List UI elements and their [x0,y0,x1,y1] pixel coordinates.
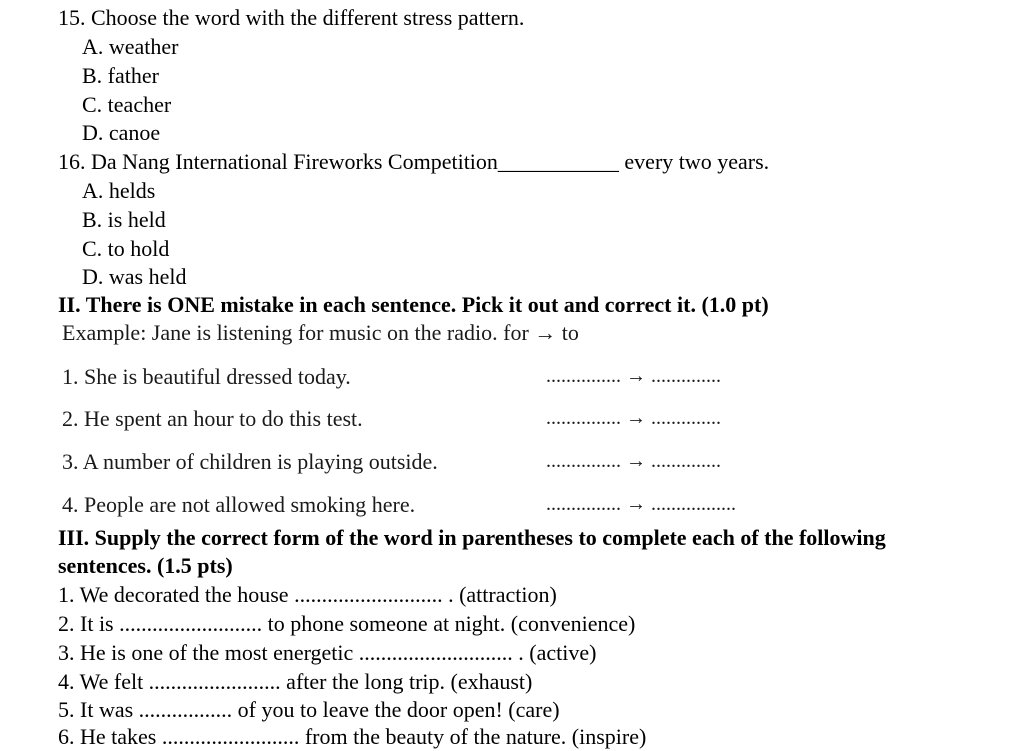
q15-option-c: C. teacher [82,92,172,117]
word-form-item-2: 2. It is .......................... to phone someone at night. (convenience) [58,611,636,636]
section-2-example: Example: Jane is listening for music on the radio. for → to [62,320,579,345]
q16-option-d: D. was held [82,264,187,289]
question-16: 16. Da Nang International Fireworks Competition___________ every two years. [58,149,770,174]
answer-blank-right: ................. [651,493,736,515]
answer-blank-left: ............... [546,450,621,472]
word-form-item-3: 3. He is one of the most energetic ............................ . (active) [58,640,597,665]
word-form-item-5: 5. It was ................. of you to leave the door open! (care) [58,697,560,722]
q16-option-c: C. to hold [82,236,170,261]
word-form-item-1: 1. We decorated the house ........................... . (attraction) [58,582,557,607]
answer-blank-right: .............. [651,365,721,387]
q16-option-b: B. is held [82,207,166,232]
q15-option-a: A. weather [82,34,179,59]
arrow-icon: → [626,365,646,387]
mistake-answer-3 [546,447,721,476]
mistake-answer-1 [546,362,721,391]
q16-option-a: A. helds [82,178,156,203]
answer-blank-left: ............... [546,365,621,387]
arrow-icon: → [626,407,646,429]
answer-blank-left: ............... [546,407,621,429]
answer-blank-right: .............. [651,407,721,429]
section-3-heading-line1: III. Supply the correct form of the word in parentheses to complete each of the following [58,525,886,550]
mistake-sentence-1: 1. She is beautiful dressed today. [62,364,351,389]
mistake-sentence-2: 2. He spent an hour to do this test. [62,406,363,431]
answer-blank-left: ............... [546,493,621,515]
arrow-icon: → [626,493,646,515]
mistake-sentence-3: 3. A number of children is playing outside. [62,449,438,474]
mistake-answer-2 [546,404,721,433]
q15-option-b: B. father [82,63,159,88]
q15-option-d: D. canoe [82,120,161,145]
mistake-sentence-4: 4. People are not allowed smoking here. [62,492,416,517]
word-form-item-6: 6. He takes ......................... from the beauty of the nature. (inspire) [58,724,647,749]
question-15: 15. Choose the word with the different stress pattern. [58,5,525,30]
arrow-icon: → [626,450,646,472]
mistake-answer-4 [546,490,736,519]
section-2-heading: II. There is ONE mistake in each sentence. Pick it out and correct it. (1.0 pt) [58,292,769,317]
word-form-item-4: 4. We felt ........................ after the long trip. (exhaust) [58,669,533,694]
answer-blank-right: .............. [651,450,721,472]
section-3-heading-line2: sentences. (1.5 pts) [58,553,233,578]
